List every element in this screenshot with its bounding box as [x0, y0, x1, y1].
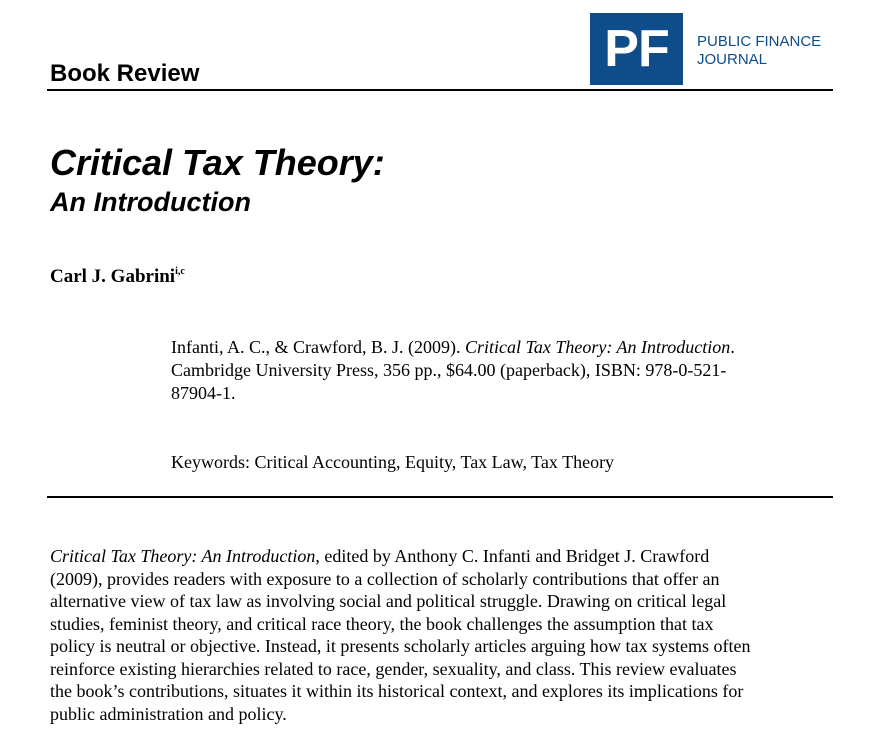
journal-name-line1: PUBLIC FINANCE: [697, 33, 822, 50]
author-byline: [50, 266, 185, 288]
abstract-line: studies, feminist theory, and critical race theory, the book challenges the assumption that tax: [50, 613, 714, 634]
keywords: Keywords: Critical Accounting, Equity, Tax Law, Tax Theory: [171, 452, 615, 472]
author-affiliation-marks: i,c: [175, 266, 185, 277]
abstract-line: (2009), provides readers with exposure to a collection of scholarly contributions that offer an: [50, 568, 720, 589]
abstract-line: reinforce existing hierarchies related to race, gender, sexuality, and class. This review evaluates: [50, 658, 737, 679]
article-subtitle: An Introduction: [50, 187, 251, 217]
citation-book-title: Critical Tax Theory: An Introduction: [464, 337, 731, 357]
abstract: [50, 545, 840, 725]
abstract-line: public administration and policy.: [50, 703, 287, 724]
abstract-line-1-rest: , edited by Anthony C. Infanti and Bridget J. Crawford: [315, 546, 710, 566]
abstract-line: policy is neutral or objective. Instead, it presents scholarly articles arguing how tax systems often: [50, 636, 751, 656]
citation-line-3: 87904-1.: [171, 383, 236, 403]
abstract-line: alternative view of tax law as involving social and political struggle. Drawing on critical legal: [50, 591, 727, 611]
book-citation: [171, 336, 811, 405]
section-divider: [47, 496, 833, 498]
citation-period: .: [730, 337, 735, 357]
abstract-book-title: Critical Tax Theory: An Introduction: [50, 546, 316, 566]
author-name: Carl J. Gabrini: [50, 266, 176, 287]
abstract-line: [50, 545, 840, 568]
journal-logo-mark: PF: [590, 13, 683, 85]
abstract-line: the book’s contributions, situates it within its historical context, and explores its implications for: [50, 681, 744, 701]
article-title: Critical Tax Theory:: [50, 142, 385, 183]
citation-line-2: Cambridge University Press, 356 pp., $64.00 (paperback), ISBN: 978-0-521-: [171, 360, 727, 380]
section-label: Book Review: [50, 60, 200, 87]
journal-name: [697, 33, 821, 69]
citation-line-1: [171, 336, 811, 359]
citation-authors: Infanti, A. C., & Crawford, B. J. (2009).: [171, 337, 465, 357]
journal-name-line2: JOURNAL: [697, 51, 768, 68]
header-divider: [47, 89, 833, 91]
